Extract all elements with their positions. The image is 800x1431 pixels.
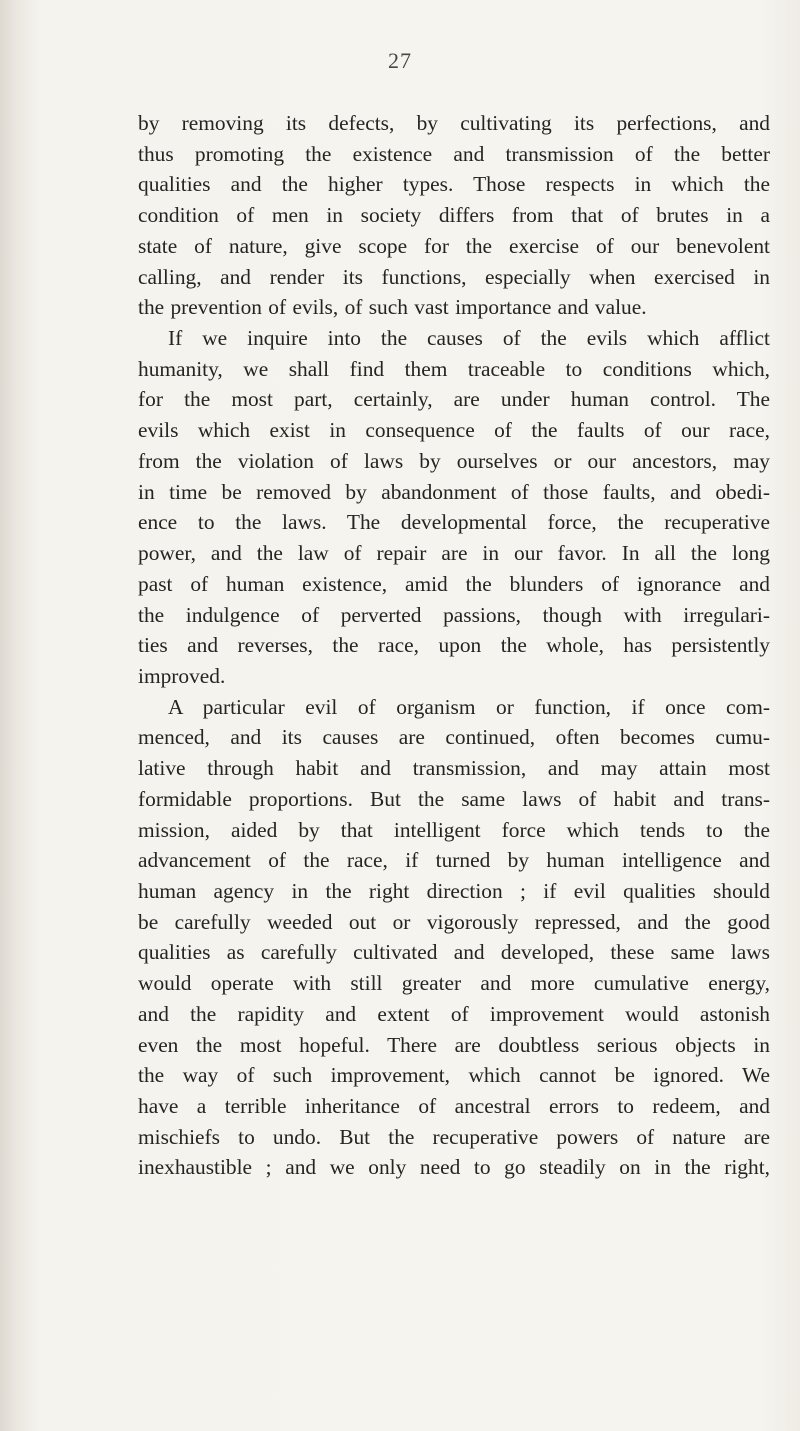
text-line: thus promoting the existence and transmission of the better [138, 141, 770, 166]
text-line: mission, aided by that intelligent force which tends to the [138, 817, 770, 842]
text-line: state of nature, give scope for the exercise of our benevolent [138, 233, 770, 258]
text-line: for the most part, certainly, are under human control. The [138, 387, 770, 412]
text-line: even the most hopeful. There are doubtless serious objects in [138, 1032, 770, 1057]
text-line: inexhaustible ; and we only need to go steadily on in the right, [138, 1155, 770, 1180]
text-line: A particular evil of organism or function, if once com- [168, 694, 770, 719]
text-line: by removing its defects, by cultivating its perfections, and [138, 111, 770, 135]
text-line: be carefully weeded out or vigorously repressed, and the good [138, 909, 770, 934]
text-line: qualities as carefully cultivated and developed, these same laws [138, 940, 770, 965]
text-line: from the violation of laws by ourselves or our ancestors, may [138, 448, 770, 473]
text-line: ties and reverses, the race, upon the whole, has persistently [138, 633, 770, 658]
text-line: human agency in the right direction ; if evil qualities should [138, 878, 770, 903]
text-line: in time be removed by abandonment of those faults, and obedi- [138, 479, 770, 504]
page-number: 27 [388, 48, 412, 73]
text-line: calling, and render its functions, especially when exercised in [138, 264, 770, 289]
text-line: condition of men in society differs from that of brutes in a [138, 203, 770, 228]
text-line: humanity, we shall find them traceable to conditions which, [138, 356, 770, 381]
text-line: formidable proportions. But the same laws of habit and trans- [138, 786, 770, 811]
text-line: past of human existence, amid the blunders of ignorance and [138, 571, 770, 596]
text-line: evils which exist in consequence of the faults of our race, [138, 418, 770, 443]
text-line: improved. [138, 663, 226, 688]
text-line: mischiefs to undo. But the recuperative powers of nature are [138, 1124, 770, 1149]
text-line: lative through habit and transmission, and may attain most [138, 756, 770, 781]
text-line: the way of such improvement, which cannot be ignored. We [138, 1063, 770, 1088]
text-line: power, and the law of repair are in our favor. In all the long [138, 541, 770, 566]
text-line: menced, and its causes are continued, often becomes cumu- [138, 725, 770, 750]
text-line: and the rapidity and extent of improvement would astonish [138, 1001, 770, 1026]
body-text [138, 108, 770, 1183]
text-line: would operate with still greater and more cumulative energy, [138, 971, 770, 996]
text-line: the indulgence of perverted passions, though with irregulari- [138, 602, 770, 627]
text-line: have a terrible inheritance of ancestral errors to redeem, and [138, 1094, 770, 1118]
text-line: qualities and the higher types. Those respects in which the [138, 172, 770, 197]
text-line: advancement of the race, if turned by human intelligence and [138, 848, 770, 873]
text-line: If we inquire into the causes of the evils which afflict [168, 326, 770, 351]
text-line: the prevention of evils, of such vast importance and value. [138, 295, 647, 320]
text-line: ence to the laws. The developmental force, the recuperative [138, 510, 770, 535]
